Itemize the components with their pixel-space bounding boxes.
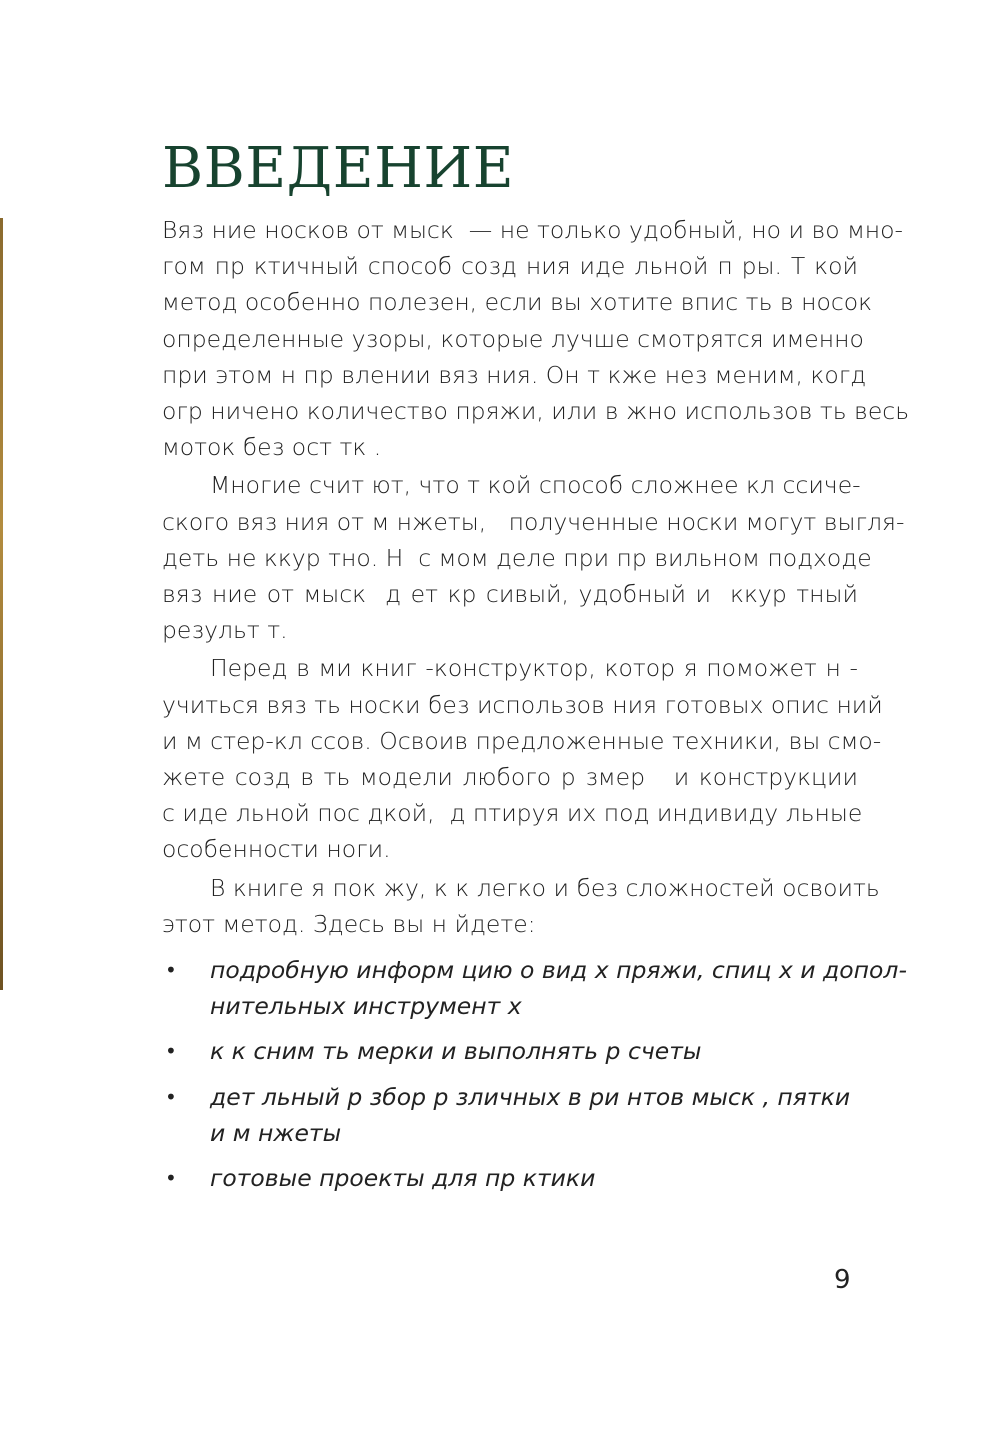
bullet-marker: • [165,1039,177,1064]
body-text [162,212,910,944]
text-line: подробную информ цию о вид х пряжи, спиц х и допол- [210,956,907,984]
list-item [162,952,907,1024]
text-line: Перед в ми книг -конструктор, котор я поможет н - [210,654,858,683]
bullet-marker: • [165,1166,177,1191]
text-line: вяз ние от мыск д ет кр сивый, удобный и ккур тный [162,580,858,609]
list-item [162,1033,858,1069]
text-line: готовые проекты для пр ктики [210,1164,596,1193]
paragraph-2 [162,467,905,648]
text-line: учиться вяз ть носки без использов ния готовых опис ний [162,690,883,719]
text-line: жете созд в ть модели любого р змер и конструкции [162,763,858,792]
bullet-marker: • [165,1084,177,1109]
text-line: ского вяз ния от м нжеты, полученные носки могут выгля- [162,507,905,536]
paragraph-3 [162,650,883,867]
text-line: деть не ккур тно. Н с мом деле при пр вильном подходе [162,543,872,572]
feature-list [162,952,907,1205]
text-line: особенности ноги. [162,835,391,864]
text-line: моток без ост тк . [162,433,382,462]
text-line: при этом н пр влении вяз ния. Он т кже нез меним, когд [162,360,867,389]
text-line: метод особенно полезен, если вы хотите впис ть в носок [162,288,873,317]
text-line: гом пр ктичный способ созд ния иде льной п ры. Т кой [162,252,858,281]
text-line: результ т. [162,616,288,645]
text-line: этот метод. Здесь вы н йдете: [162,909,536,938]
text-line: Многие счит ют, что т кой способ сложнее кл ссиче- [210,471,861,500]
text-line: огр ничено количество пряжи, или в жно использов ть весь [162,397,910,426]
text-line: к к сним ть мерки и выполнять р счеты [210,1037,702,1066]
text-line: Вяз ние носков от мыск — не только удобный, но и во мно- [162,216,904,244]
text-line: с иде льной пос дкой, д птируя их под индивиду льные [162,799,863,828]
page-edge-bar [0,218,3,990]
text-line: и м нжеты [210,1118,342,1147]
text-line: определенные узоры, которые лучше смотрятся именно [162,324,864,353]
text-line: и м стер-кл ссов. Освоив предложенные техники, вы смо- [162,726,882,755]
page-number: 9 [834,1265,851,1295]
text-line: дет льный р збор р зличных в ри нтов мыск , пятки [210,1082,851,1111]
list-item [162,1160,858,1196]
paragraph-4 [162,870,880,942]
paragraph-1 [162,212,910,465]
list-item [162,1079,858,1151]
bullet-marker: • [165,958,177,982]
text-line: нительных инструмент х [210,992,522,1021]
text-line: В книге я пок жу, к к легко и без сложностей освоить [210,873,880,902]
page-title: ВВЕДЕНИЕ [162,136,515,201]
